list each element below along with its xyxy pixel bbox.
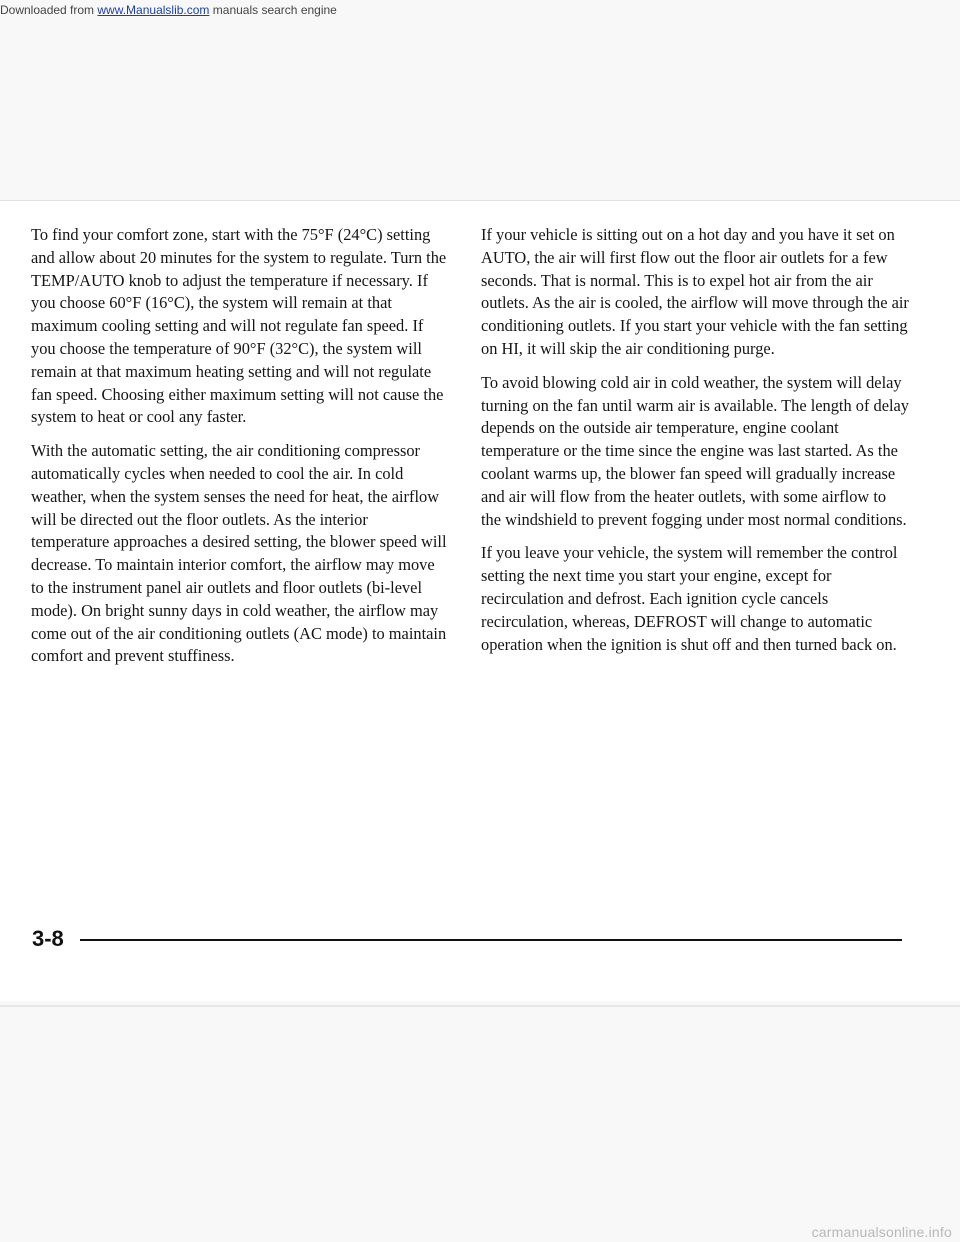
banner-prefix: Downloaded from <box>0 3 98 17</box>
paragraph-hot-day: If your vehicle is sitting out on a hot day and you have it set on AUTO, the air will first flow out the floor air outlets for a few seconds. That is normal. This is to expel hot air from the air outlets. As the air is cooled, the airflow will move through the air conditioning outlets. If you start your vehicle with the fan setting on HI, it will skip the air conditioning purge. <box>481 225 909 358</box>
paragraph-memory: If you leave your vehicle, the system will remember the control setting the next time you start your engine, except for recirculation and defrost. Each ignition cycle cancels recirculation, whereas, DEFROST will change to automatic operation when the ignition is shut off and then turned back on. <box>481 543 898 654</box>
page-number: 3-8 <box>32 926 64 951</box>
page-footer <box>32 924 902 954</box>
paragraph-cold-weather: To avoid blowing cold air in cold weather, the system will delay turning on the fan until warm air is available. The length of delay depends on the outside air temperature, engine coolant temperature or the time since the engine was last started. As the coolant warms up, the blower fan speed will gradually increase and air will flow from the heater outlets, with some airflow to the windshield to prevent fogging under most normal conditions. <box>481 372 910 529</box>
paragraph-automatic-setting: With the automatic setting, the air conditioning compressor automatically cycles when needed to cool the air. In cold weather, when the system senses the need for heat, the airflow will be directed out the floor outlets. As the interior temperature approaches a desired setting, the blower speed will decrease. To maintain interior comfort, the airflow may move to the instrument panel air outlets and floor outlets (bi-level mode). On bright sunny days in cold weather, the airflow may come out of the air conditioning outlets (AC mode) to maintain comfort and prevent stuffiness. <box>31 441 447 666</box>
right-text-column <box>481 224 909 667</box>
scan-edge-divider <box>0 1005 960 1007</box>
manualslib-link[interactable]: www.Manualslib.com <box>97 3 210 17</box>
footer-rule <box>80 939 902 941</box>
banner-suffix: manuals search engine <box>209 3 337 17</box>
paragraph-comfort-zone: To find your comfort zone, start with the 75°F (24°C) setting and allow about 20 minutes for the system to regulate. Turn the TEMP/AUTO knob to adjust the temperature if necessary. If you choose 60°F (16°C), the system will remain at that maximum cooling setting and will not regulate fan speed. If you choose the temperature of 90°F (32°C), the system will remain at that maximum heating setting and will not regulate fan speed. Choosing either maximum setting will not cause the system to heat or cool any faster. <box>31 225 447 427</box>
left-text-column <box>31 224 449 679</box>
download-banner <box>0 0 960 30</box>
watermark: carmanualsonline.info <box>811 1224 952 1240</box>
